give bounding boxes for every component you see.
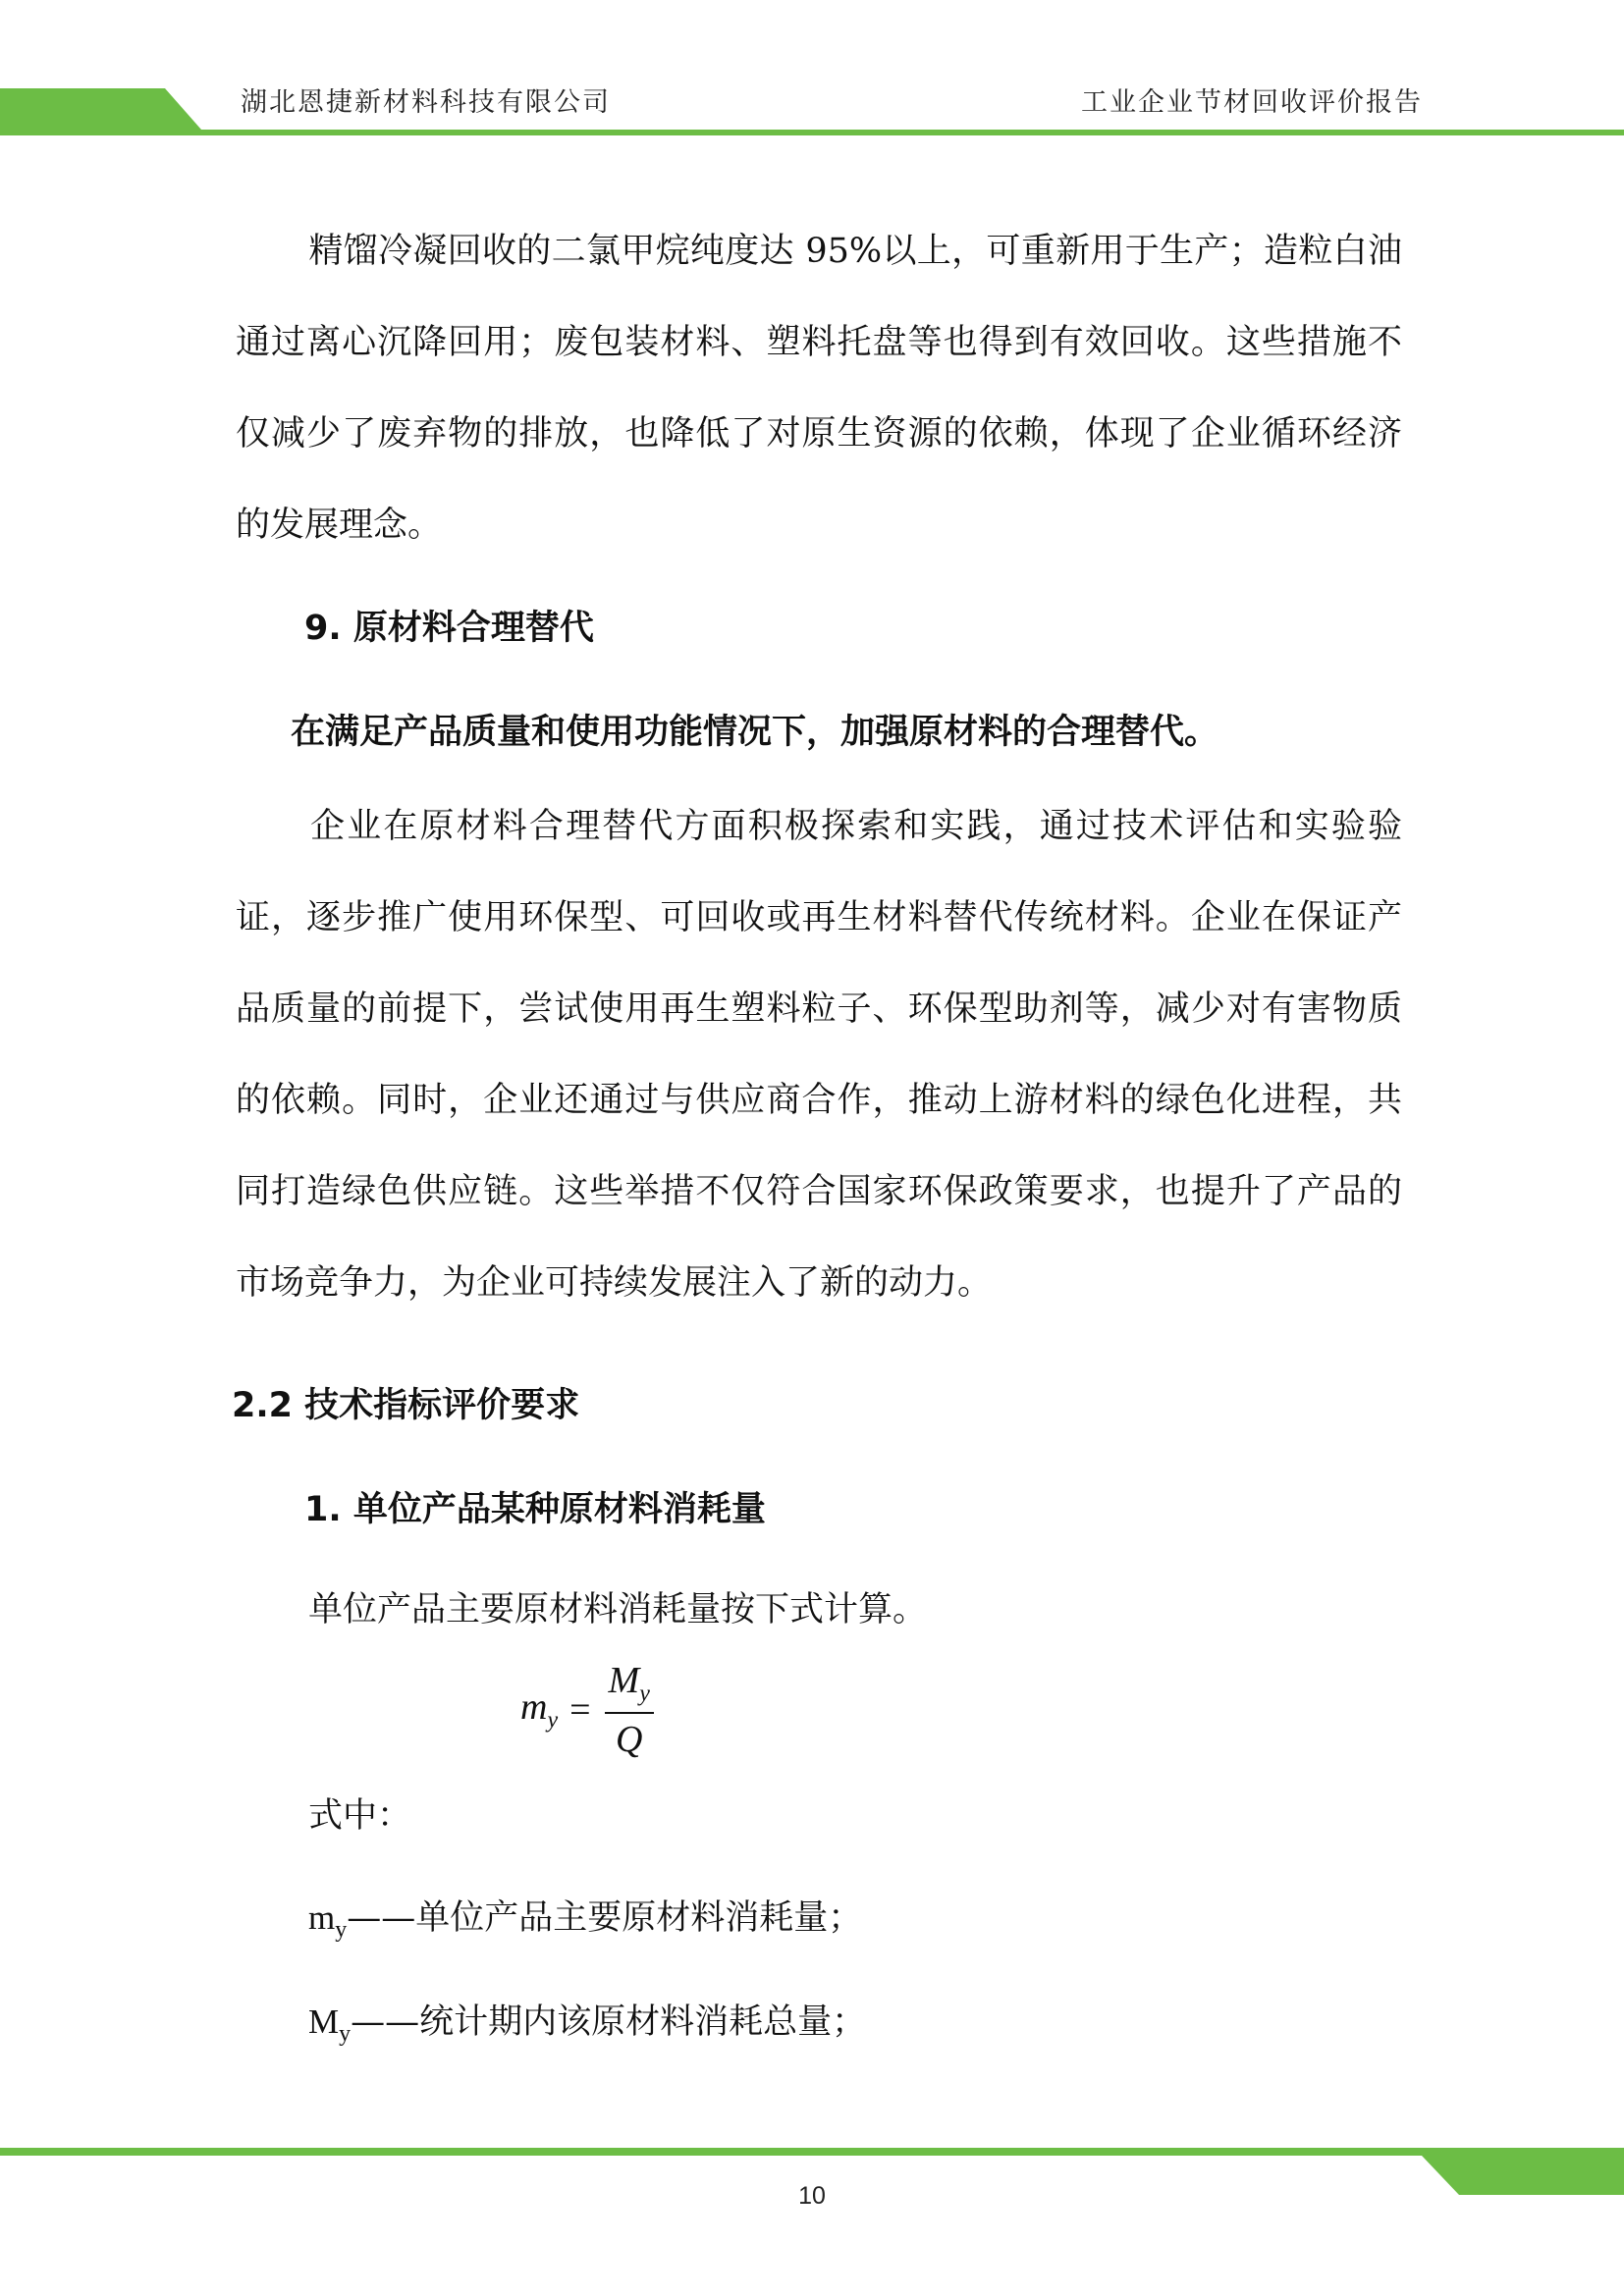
paragraph-substitution: 企业在原材料合理替代方面积极探索和实践，通过技术评估和实验验证，逐步推广使用环保型、可回收或再生材料替代传统材料。企业在保证产品质量的前提下，尝试使用再生塑料粒子、环保型助剂等，减少对有害物质的依赖。同时，企业还通过与供应商合作，推动上游材料的绿色化进程，共同打造绿色供应链。这些举措不仅符合国家环保政策要求，也提升了产品的市场竞争力，为企业可持续发展注入了新的动力。 — [236, 807, 1402, 1303]
section-heading-2-2: 2.2 技术指标评价要求 — [232, 1386, 580, 1425]
formula-denominator: Q — [615, 1718, 643, 1760]
heading-unit-consumption: 1. 单位产品某种原材料消耗量 — [304, 1490, 766, 1529]
header-report-title: 工业企业节材回收评价报告 — [1081, 87, 1423, 118]
bold-requirement: 在满足产品质量和使用功能情况下，加强原材料的合理替代。 — [291, 712, 1219, 752]
definition-My: $M_y——$统计期内该原材料消耗总量； — [308, 2002, 867, 2047]
formula-lhs: $m_y$ — [520, 1686, 559, 1734]
formula-equals: = — [569, 1688, 591, 1731]
heading-raw-material-substitution: 9. 原材料合理替代 — [304, 609, 594, 648]
paragraph-recycling: 精馏冷凝回收的二氯甲烷纯度达 95%以上，可重新用于生产；造粒白油通过离心沉降回用；废包装材料、塑料托盘等也得到有效回收。这些措施不仅减少了废弃物的排放，也降低了对原生资源的依赖，体现了企业循环经济的发展理念。 — [236, 232, 1402, 545]
formula-numerator: $M_y$ — [605, 1659, 654, 1714]
definition-my: $m_y——$单位产品主要原材料消耗量； — [308, 1898, 863, 1943]
formula-unit-consumption — [520, 1659, 654, 1761]
formula-intro: 单位产品主要原材料消耗量按下式计算。 — [308, 1590, 928, 1629]
formula-fraction — [605, 1659, 654, 1761]
where-label: 式中： — [308, 1796, 412, 1836]
header-company: 湖北恩捷新材料科技有限公司 — [241, 87, 611, 118]
page-number: 10 — [798, 2182, 826, 2210]
